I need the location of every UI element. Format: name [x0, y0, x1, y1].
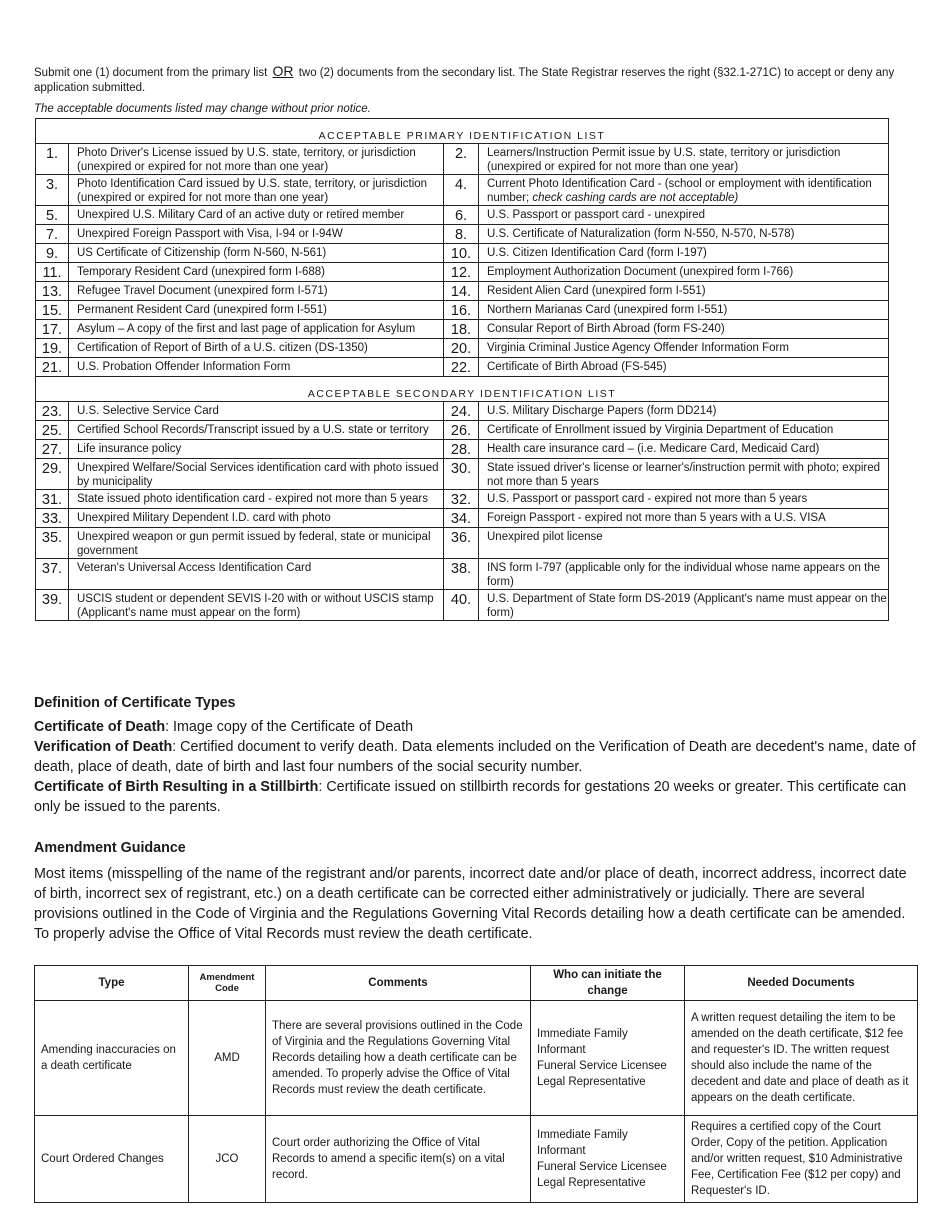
item-number: 36.	[444, 528, 479, 559]
secondary-list-header: ACCEPTABLE SECONDARY IDENTIFICATION LIST	[36, 377, 889, 402]
item-text-main: State issued driver's license or learner's/instruction permit with photo; expired not more than 5 years	[487, 462, 881, 488]
item-text-main: Consular Report of Birth Abroad (form FS-240)	[487, 323, 725, 335]
id-list-row	[36, 225, 889, 244]
item-text	[479, 559, 889, 590]
item-text-main: Northern Marianas Card (unexpired form I-551)	[487, 304, 728, 316]
item-number: 30.	[444, 459, 479, 490]
id-list-row	[36, 175, 889, 206]
item-number: 14.	[444, 282, 479, 301]
col-type: Type	[35, 966, 189, 1001]
item-number: 23.	[36, 402, 69, 421]
who-item: Funeral Service Licensee	[537, 1060, 667, 1072]
item-number: 7.	[36, 225, 69, 244]
item-text-main: INS form I-797 (applicable only for the individual whose name appears on the form)	[487, 562, 881, 588]
item-number: 28.	[444, 440, 479, 459]
id-list-row	[36, 459, 889, 490]
item-number: 33.	[36, 509, 69, 528]
item-text-main: Resident Alien Card (unexpired form I-551)	[487, 285, 706, 297]
item-text: Certified School Records/Transcript issued by a U.S. state or territory	[69, 421, 444, 440]
item-text-main: U.S. Citizen Identification Card (form I-197)	[487, 247, 707, 259]
item-text	[479, 320, 889, 339]
item-number: 13.	[36, 282, 69, 301]
item-number: 3.	[36, 175, 69, 206]
cell-comments: Court order authorizing the Office of Vital Records to amend a specific item(s) on a vital record.	[266, 1116, 531, 1203]
id-list-row	[36, 282, 889, 301]
id-list-row	[36, 263, 889, 282]
id-list-row	[36, 206, 889, 225]
cell-who	[531, 1116, 685, 1203]
col-amendment-code: Amendment Code	[189, 966, 266, 1001]
item-number: 26.	[444, 421, 479, 440]
item-number: 29.	[36, 459, 69, 490]
item-text: Certification of Report of Birth of a U.S. citizen (DS-1350)	[69, 339, 444, 358]
item-text: Permanent Resident Card (unexpired form I-551)	[69, 301, 444, 320]
item-text-main: Employment Authorization Document (unexpired form I-766)	[487, 266, 794, 278]
item-text: U.S. Selective Service Card	[69, 402, 444, 421]
amendment-table-header	[35, 966, 918, 1001]
secondary-list-header-row	[36, 377, 889, 402]
id-list-row	[36, 590, 889, 621]
item-text: Unexpired Welfare/Social Services identification card with photo issued by municipality	[69, 459, 444, 490]
item-text: US Certificate of Citizenship (form N-560, N-561)	[69, 244, 444, 263]
col-docs: Needed Documents	[685, 966, 918, 1001]
cell-code: JCO	[189, 1116, 266, 1203]
item-number: 24.	[444, 402, 479, 421]
item-text: Unexpired Foreign Passport with Visa, I-94 or I-94W	[69, 225, 444, 244]
who-item: Legal Representative	[537, 1177, 646, 1189]
amendment-text: Most items (misspelling of the name of the registrant and/or parents, incorrect date and/or place of death, incorrect address, incorrect date of birth, incorrect sex of registrant, etc.) on a death certificate can be corrected either administratively or judicially. There are several provisions outlined in the Code of Virginia and the Regulations Governing Vital Records detailing how a death certificate can be amended. To properly advise the Office of Vital Records must review the death certificate.	[34, 866, 907, 942]
amendment-table	[34, 965, 918, 1203]
item-number: 17.	[36, 320, 69, 339]
item-number: 25.	[36, 421, 69, 440]
id-list-row	[36, 559, 889, 590]
item-number: 38.	[444, 559, 479, 590]
item-number: 6.	[444, 206, 479, 225]
id-list-row	[36, 440, 889, 459]
item-text: Unexpired weapon or gun permit issued by federal, state or municipal government	[69, 528, 444, 559]
item-number: 39.	[36, 590, 69, 621]
item-number: 34.	[444, 509, 479, 528]
definition-term: Certificate of Birth Resulting in a Stillbirth	[34, 779, 319, 795]
item-number: 12.	[444, 263, 479, 282]
table-row	[35, 1116, 918, 1203]
intro-paragraph	[34, 64, 914, 96]
definition-text: : Image copy of the Certificate of Death	[165, 719, 414, 735]
item-text: Photo Driver's License issued by U.S. state, territory, or jurisdiction (unexpired or expired for not more than one year)	[69, 144, 444, 175]
who-item: Informant	[537, 1145, 586, 1157]
id-list-row	[36, 421, 889, 440]
item-text: Temporary Resident Card (unexpired form I-688)	[69, 263, 444, 282]
item-text: USCIS student or dependent SEVIS I-20 with or without USCIS stamp (Applicant's name must appear on the form)	[69, 590, 444, 621]
definition-term: Verification of Death	[34, 739, 173, 755]
definitions-section	[34, 693, 919, 817]
definition-term: Certificate of Death	[34, 719, 166, 735]
item-text	[479, 206, 889, 225]
item-text	[479, 459, 889, 490]
item-text	[479, 282, 889, 301]
item-text-main: U.S. Passport or passport card - expired not more than 5 years	[487, 493, 808, 505]
item-text: Unexpired Military Dependent I.D. card with photo	[69, 509, 444, 528]
item-text	[479, 440, 889, 459]
item-text	[479, 402, 889, 421]
item-text-main: U.S. Certificate of Naturalization (form N-550, N-570, N-578)	[487, 228, 795, 240]
item-number: 16.	[444, 301, 479, 320]
item-number: 20.	[444, 339, 479, 358]
who-item: Legal Representative	[537, 1076, 646, 1088]
item-text: Life insurance policy	[69, 440, 444, 459]
item-number: 21.	[36, 358, 69, 377]
item-text-main: Certificate of Enrollment issued by Virginia Department of Education	[487, 424, 834, 436]
item-text-main: Foreign Passport - expired not more than 5 years with a U.S. VISA	[487, 512, 826, 524]
item-number: 2.	[444, 144, 479, 175]
id-list-row	[36, 339, 889, 358]
amendment-section	[34, 838, 919, 944]
item-text-main: Current Photo Identification Card - (school or employment with identification number;	[487, 178, 872, 204]
item-text: U.S. Probation Offender Information Form	[69, 358, 444, 377]
cell-type: Court Ordered Changes	[35, 1116, 189, 1203]
item-number: 18.	[444, 320, 479, 339]
id-list-row	[36, 301, 889, 320]
item-number: 22.	[444, 358, 479, 377]
item-number: 35.	[36, 528, 69, 559]
definition-item	[34, 717, 919, 737]
item-text-main: Health care insurance card – (i.e. Medicare Card, Medicaid Card)	[487, 443, 820, 455]
primary-list-header-row	[36, 119, 889, 144]
item-text	[479, 244, 889, 263]
item-number: 9.	[36, 244, 69, 263]
definition-text: : Certificate issued on stillbirth records for gestations 20 weeks or greater. This certificate can only be issued to the parents.	[34, 779, 907, 815]
intro-text-before: Submit one (1) document from the primary list	[34, 67, 268, 79]
definition-item	[34, 737, 919, 777]
item-number: 19.	[36, 339, 69, 358]
cell-docs: Requires a certified copy of the Court Order, Copy of the petition. Application and/or written request, $10 Administrative Fee, Certification Fee ($12 per copy) and Requester's ID.	[685, 1116, 918, 1203]
item-number: 4.	[444, 175, 479, 206]
item-text: Unexpired U.S. Military Card of an active duty or retired member	[69, 206, 444, 225]
definitions-title: Definition of Certificate Types	[34, 695, 236, 711]
item-text: State issued photo identification card - expired not more than 5 years	[69, 490, 444, 509]
item-text: Refugee Travel Document (unexpired form I-571)	[69, 282, 444, 301]
item-number: 40.	[444, 590, 479, 621]
intro-text-after: two (2) documents from the secondary list. The State Registrar reserves the right (§32.1-271C) to accept or deny any application submitted.	[34, 67, 895, 94]
definition-text: : Certified document to verify death. Data elements included on the Verification of Death are decedent's name, date of death, place of death, date of birth and last four numbers of the social security number.	[34, 739, 916, 775]
item-text	[479, 339, 889, 358]
cell-type: Amending inaccuracies on a death certificate	[35, 1001, 189, 1116]
item-text	[479, 263, 889, 282]
who-item: Immediate Family	[537, 1028, 628, 1040]
id-list-row	[36, 144, 889, 175]
item-text	[479, 358, 889, 377]
item-text-main: Unexpired pilot license	[487, 531, 603, 543]
item-text	[479, 528, 889, 559]
cell-comments: There are several provisions outlined in the Code of Virginia and the Regulations Governing Vital Records detailing how a death certificate can be amended. To properly advise the Office of Vital Records must review the death certificate.	[266, 1001, 531, 1116]
item-number: 15.	[36, 301, 69, 320]
item-text: Veteran's Universal Access Identification Card	[69, 559, 444, 590]
item-text-main: Learners/Instruction Permit issue by U.S. state, territory or jurisdiction (unexpired or expired for not more than one year)	[487, 147, 841, 173]
item-text-main: U.S. Military Discharge Papers (form DD214)	[487, 405, 717, 417]
who-item: Immediate Family	[537, 1129, 628, 1141]
intro-note: The acceptable documents listed may change without prior notice.	[34, 103, 371, 115]
id-list-row	[36, 509, 889, 528]
item-number: 11.	[36, 263, 69, 282]
item-text-main: Certificate of Birth Abroad (FS-545)	[487, 361, 667, 373]
col-comments: Comments	[266, 966, 531, 1001]
who-item: Informant	[537, 1044, 586, 1056]
item-text: Photo Identification Card issued by U.S. state, territory, or jurisdiction (unexpired or expired for not more than one year)	[69, 175, 444, 206]
item-text	[479, 144, 889, 175]
cell-docs: A written request detailing the item to be amended on the death certificate, $12 fee and requester's ID. The written request should also include the name of the decedent and date and place of death as it appears on the death certificate.	[685, 1001, 918, 1116]
item-number: 27.	[36, 440, 69, 459]
id-list-row	[36, 490, 889, 509]
item-text	[479, 225, 889, 244]
id-list-row	[36, 320, 889, 339]
item-text-italic: check cashing cards are not acceptable)	[532, 192, 739, 204]
item-text	[479, 509, 889, 528]
id-list-row	[36, 402, 889, 421]
cell-code: AMD	[189, 1001, 266, 1116]
identification-list-table	[35, 118, 889, 621]
item-text	[479, 590, 889, 621]
id-list-row	[36, 528, 889, 559]
item-text	[479, 175, 889, 206]
col-who: Who can initiate the change	[531, 966, 685, 1001]
id-list-row	[36, 244, 889, 263]
item-text	[479, 421, 889, 440]
item-number: 10.	[444, 244, 479, 263]
amendment-title: Amendment Guidance	[34, 840, 186, 856]
item-number: 5.	[36, 206, 69, 225]
cell-who	[531, 1001, 685, 1116]
item-text-main: U.S. Passport or passport card - unexpired	[487, 209, 705, 221]
item-number: 37.	[36, 559, 69, 590]
intro-or: OR	[272, 63, 294, 79]
item-text-main: Virginia Criminal Justice Agency Offender Information Form	[487, 342, 789, 354]
item-number: 32.	[444, 490, 479, 509]
item-number: 31.	[36, 490, 69, 509]
item-number: 1.	[36, 144, 69, 175]
item-text	[479, 301, 889, 320]
primary-list-header: ACCEPTABLE PRIMARY IDENTIFICATION LIST	[36, 119, 889, 144]
item-text	[479, 490, 889, 509]
item-text-main: U.S. Department of State form DS-2019 (Applicant's name must appear on the form)	[487, 593, 887, 619]
item-text: Asylum – A copy of the first and last page of application for Asylum	[69, 320, 444, 339]
definition-item	[34, 777, 919, 817]
id-list-row	[36, 358, 889, 377]
item-number: 8.	[444, 225, 479, 244]
who-item: Funeral Service Licensee	[537, 1161, 667, 1173]
table-row	[35, 1001, 918, 1116]
